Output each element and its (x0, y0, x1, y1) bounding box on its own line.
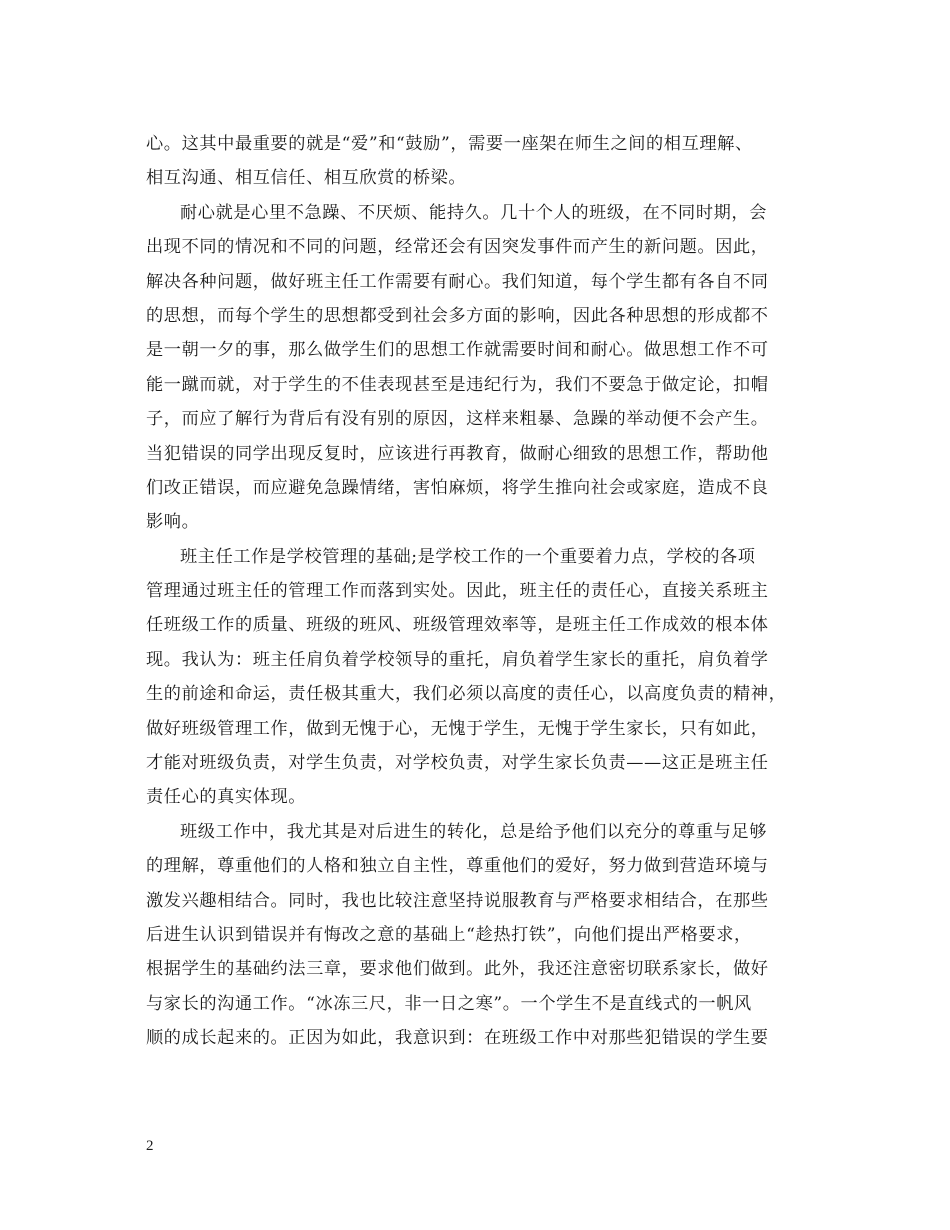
text-line: 顺的成长起来的。正因为如此，我意识到：在班级工作中对那些犯错误的学生要 (146, 1028, 769, 1049)
text-line: 相互沟通、相互信任、相互欣赏的桥梁。 (146, 168, 467, 189)
text-line: 生的前途和命运，责任极其重大，我们必须以高度的责任心，以高度负责的精神， (146, 684, 787, 705)
text-line: 与家长的沟通工作。“冰冻三尺，非一日之寒”。一个学生不是直线式的一帆风 (146, 993, 752, 1014)
text-line: 子，而应了解行为背后有没有别的原因，这样来粗暴、急躁的举动便不会产生。 (146, 409, 769, 430)
text-line: 做好班级管理工作，做到无愧于心，无愧于学生，无愧于学生家长，只有如此， (146, 718, 769, 739)
text-line: 根据学生的基础约法三章，要求他们做到。此外，我还注意密切联系家长，做好 (146, 959, 769, 980)
paragraph-first-line: 班主任工作是学校管理的基础;是学校工作的一个重要着力点，学校的各项 (180, 546, 756, 567)
text-line: 是一朝一夕的事，那么做学生们的思想工作就需要时间和耐心。做思想工作不可 (146, 340, 769, 361)
page-number: 2 (146, 1138, 154, 1154)
text-line: 任班级工作的质量、班级的班风、班级管理效率等，是班主任工作成效的根本体 (146, 615, 769, 636)
text-line: 管理通过班主任的管理工作而落到实处。因此，班主任的责任心，直接关系班主 (146, 581, 769, 602)
text-line: 的思想，而每个学生的思想都受到社会多方面的影响，因此各种思想的形成都不 (146, 305, 769, 326)
text-line: 现。我认为：班主任肩负着学校领导的重托，肩负着学生家长的重托，肩负着学 (146, 649, 769, 670)
text-line: 心。这其中最重要的就是“爱”和“鼓励”，需要一座架在师生之间的相互理解、 (146, 134, 753, 154)
text-line: 后进生认识到错误并有悔改之意的基础上“趁热打铁”，向他们提出严格要求， (146, 924, 752, 945)
text-line: 激发兴趣相结合。同时，我也比较注意坚持说服教育与严格要求相结合，在那些 (146, 890, 769, 911)
text-line: 出现不同的情况和不同的问题，经常还会有因突发事件而产生的新问题。因此， (146, 237, 769, 258)
body-text (146, 127, 816, 1056)
text-line: 们改正错误，而应避免急躁情绪，害怕麻烦，将学生推向社会或家庭，造成不良 (146, 477, 769, 498)
paragraph-first-line: 耐心就是心里不急躁、不厌烦、能持久。几十个人的班级，在不同时期，会 (180, 202, 767, 223)
paragraph-first-line: 班级工作中，我尤其是对后进生的转化，总是给予他们以充分的尊重与足够 (180, 821, 767, 842)
text-line: 影响。 (146, 512, 200, 533)
text-line: 责任心的真实体现。 (146, 787, 307, 808)
text-line: 才能对班级负责，对学生负责，对学校负责，对学生家长负责——这正是班主任 (146, 753, 769, 774)
text-line: 解决各种问题，做好班主任工作需要有耐心。我们知道，每个学生都有各自不同 (146, 271, 769, 292)
text-line: 的理解，尊重他们的人格和独立自主性，尊重他们的爱好，努力做到营造环境与 (146, 856, 769, 877)
text-line: 能一蹴而就，对于学生的不佳表现甚至是违纪行为，我们不要急于做定论，扣帽 (146, 374, 769, 395)
text-line: 当犯错误的同学出现反复时，应该进行再教育，做耐心细致的思想工作，帮助他 (146, 443, 769, 464)
